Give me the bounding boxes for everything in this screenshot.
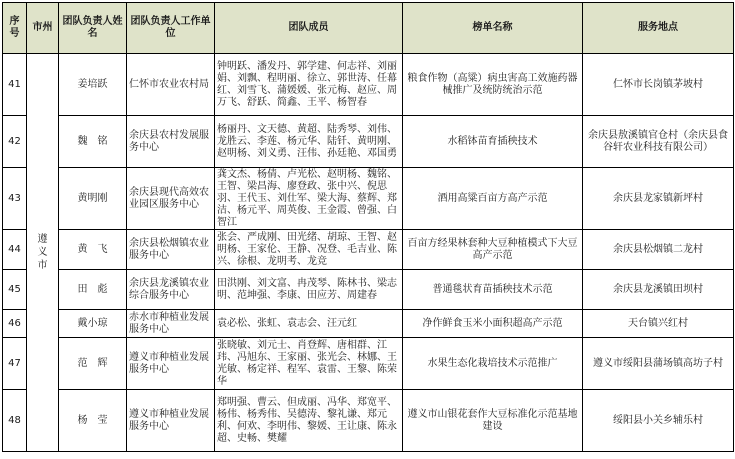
row-no: 48 — [3, 390, 27, 452]
header-unit: 团队负责人工作单位 — [127, 3, 215, 54]
row-list: 水果生态化栽培技术示范推广 — [403, 338, 583, 390]
table-row — [3, 310, 734, 338]
row-leader: 戴小琼 — [59, 310, 127, 338]
table-row — [3, 338, 734, 390]
row-members: 龚文杰、杨倩、卢光松、赵明杨、魏铭、王智、梁昌海、廖登政、张中兴、倪思羽、王代玉、刘仕军、梁大海、蔡辉、郑洁、杨元平、周英俊、王金霞、曾强、白智江 — [215, 168, 403, 230]
row-leader: 黄明刚 — [59, 168, 127, 230]
table-row — [3, 230, 734, 270]
row-unit: 遵义市种植业发展服务中心 — [127, 338, 215, 390]
table-row — [3, 390, 734, 452]
row-members: 张晓敏、刘元士、肖登辉、唐相群、江玮、冯旭东、王家丽、张光会、林娜、王光敏、杨定祥、程军、袁雷、王黎、陈荣华 — [215, 338, 403, 390]
row-site: 绥阳县小关乡辅乐村 — [583, 390, 734, 452]
row-no: 43 — [3, 168, 27, 230]
row-site: 余庆县龙家镇新坪村 — [583, 168, 734, 230]
row-list: 普通毯状育苗插秧技术示范 — [403, 270, 583, 310]
header-city: 市州 — [27, 3, 59, 54]
row-list: 百亩方经果林套种大豆种植模式下大豆高产示范 — [403, 230, 583, 270]
header-members: 团队成员 — [215, 3, 403, 54]
header-list: 榜单名称 — [403, 3, 583, 54]
row-site: 余庆县松烟镇二龙村 — [583, 230, 734, 270]
row-unit: 余庆县松烟镇农业服务中心 — [127, 230, 215, 270]
header-site: 服务地点 — [583, 3, 734, 54]
row-no: 47 — [3, 338, 27, 390]
row-leader: 杨 莹 — [59, 390, 127, 452]
row-leader: 黄 飞 — [59, 230, 127, 270]
row-no: 45 — [3, 270, 27, 310]
row-members: 田洪刚、刘文富、冉茂琴、陈林书、梁志明、范坤强、李康、田应芳、周建春 — [215, 270, 403, 310]
row-list: 粮食作物（高粱）病虫害高工效施药器械推广及统防统治示范 — [403, 54, 583, 116]
header-no: 序号 — [3, 3, 27, 54]
row-unit: 赤水市种植业发展服务中心 — [127, 310, 215, 338]
city-cell — [27, 54, 59, 452]
row-leader: 范 辉 — [59, 338, 127, 390]
row-list: 酒用高粱百亩方高产示范 — [403, 168, 583, 230]
row-site: 天台镇兴红村 — [583, 310, 734, 338]
row-no: 46 — [3, 310, 27, 338]
row-site: 仁怀市长岗镇茅坡村 — [583, 54, 734, 116]
table-row — [3, 116, 734, 168]
row-members: 郑明强、曹云、但成丽、冯华、郑宽平、杨伟、杨秀伟、吴德涛、黎礼谦、郑元利、何欢、李明伟、黎媛、王让康、陈永超、史畅、樊耀 — [215, 390, 403, 452]
row-unit: 余庆县现代高效农业园区服务中心 — [127, 168, 215, 230]
table-row — [3, 270, 734, 310]
row-members: 杨丽丹、文天德、黄超、陆秀琴、刘伟、龙胜云、李莲、杨元华、陆钎、黄明刚、赵明杨、刘义勇、汪伟、孙廷艳、邓国勇 — [215, 116, 403, 168]
row-list: 遵义市山银花套作大豆标准化示范基地建设 — [403, 390, 583, 452]
row-site: 余庆县龙溪镇田坝村 — [583, 270, 734, 310]
row-site: 余庆县敖溪镇官仓村（余庆县食谷轩农业科技有限公司） — [583, 116, 734, 168]
table-row — [3, 168, 734, 230]
row-members: 张会、严成刚、田光绪、胡琼、王智、赵明杨、王家伦、王静、况登、毛吉业、陈兴、徐根、龙明考、龙竞 — [215, 230, 403, 270]
city-name: 遵义市 — [37, 234, 48, 271]
row-leader: 姜培跃 — [59, 54, 127, 116]
row-no: 44 — [3, 230, 27, 270]
row-no: 41 — [3, 54, 27, 116]
row-list: 水稻钵苗育插秧技术 — [403, 116, 583, 168]
row-leader: 田 彪 — [59, 270, 127, 310]
row-list: 净作鲜食玉米小面积超高产示范 — [403, 310, 583, 338]
row-unit: 余庆县农村发展服务中心 — [127, 116, 215, 168]
header-leader: 团队负责人姓名 — [59, 3, 127, 54]
row-unit: 遵义市种植业发展服务中心 — [127, 390, 215, 452]
row-no: 42 — [3, 116, 27, 168]
table-header-row — [3, 3, 734, 54]
row-leader: 魏 铭 — [59, 116, 127, 168]
table-row — [3, 54, 734, 116]
row-site: 遵义市绥阳县蒲场镇高坊子村 — [583, 338, 734, 390]
row-unit: 余庆县龙溪镇农业综合服务中心 — [127, 270, 215, 310]
row-members: 钟明跃、潘发丹、郭学建、何志祥、刘丽娟、刘飘、程明丽、徐立、郭世涛、任幕红、刘雪飞、蒲媛媛、张元梅、赵应、周万飞、舒跃、简鑫、王平、杨智春 — [215, 54, 403, 116]
row-members: 袁必松、张虹、袁志会、汪元红 — [215, 310, 403, 338]
team-roster-table — [2, 2, 734, 452]
row-unit: 仁怀市农业农村局 — [127, 54, 215, 116]
